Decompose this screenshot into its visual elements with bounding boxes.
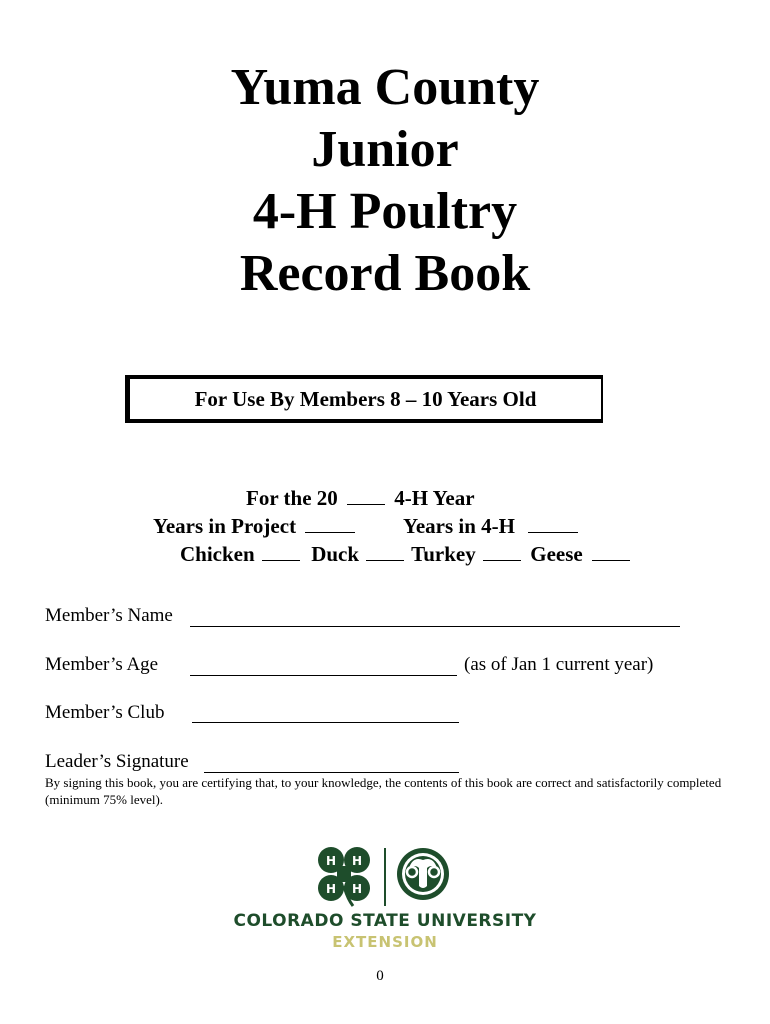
member-age-suffix: (as of Jan 1 current year) [464,654,654,675]
member-club-label: Member’s Club [45,702,165,723]
years-in-4h-blank[interactable] [528,514,578,533]
title-line-4: Record Book [239,245,531,302]
geese-label: Geese [530,542,583,566]
clover-and-ram-logo [317,846,457,908]
for-the-label: For the 20 [246,486,338,510]
years-in-project-blank[interactable] [305,514,355,533]
title-line-3: 4-H Poultry [252,183,518,240]
csu-wordmark: COLORADO STATE UNIVERSITY [233,911,537,931]
turkey-blank[interactable] [483,542,521,561]
title-line-2: Junior [311,121,459,178]
species-line [180,542,630,567]
member-club-field[interactable] [192,722,459,723]
box-frame [128,377,603,421]
svg-text:H: H [325,882,337,896]
svg-text:H: H [351,882,363,896]
member-age-label: Member’s Age [45,654,159,675]
age-range-box [125,375,609,427]
leader-signature-label: Leader’s Signature [45,751,189,772]
extension-logo [317,846,457,908]
leader-signature-field[interactable] [204,772,459,773]
four-h-clover-icon [318,847,370,906]
years-in-4h-line [403,514,578,539]
member-age-field[interactable] [190,675,457,676]
member-name-label: Member’s Name [45,605,173,626]
years-in-project-line [153,514,355,539]
certification-note: By signing this book, you are certifying that, to your knowledge, the contents of this book are correct and satisfactorily completed (minimum 75% level). [45,775,722,807]
hy-year-label: 4-H Year [394,486,475,510]
turkey-label: Turkey [411,542,476,566]
svg-text:H: H [351,854,363,868]
chicken-label: Chicken [180,542,255,566]
duck-label: Duck [311,542,360,566]
year-blank[interactable] [347,486,385,505]
year-line [246,486,475,511]
geese-blank[interactable] [592,542,630,561]
page-number: 0 [376,968,384,984]
member-name-field[interactable] [190,626,680,627]
chicken-blank[interactable] [262,542,300,561]
age-range-label: For Use By Members 8 – 10 Years Old [194,386,537,411]
extension-wordmark: EXTENSION [332,933,438,951]
svg-text:H: H [325,854,337,868]
csu-ram-icon [397,848,449,900]
duck-blank[interactable] [366,542,404,561]
years-in-4h-label: Years in 4-H [403,514,515,538]
years-in-project-label: Years in Project [153,514,297,538]
title-line-1: Yuma County [230,59,540,116]
